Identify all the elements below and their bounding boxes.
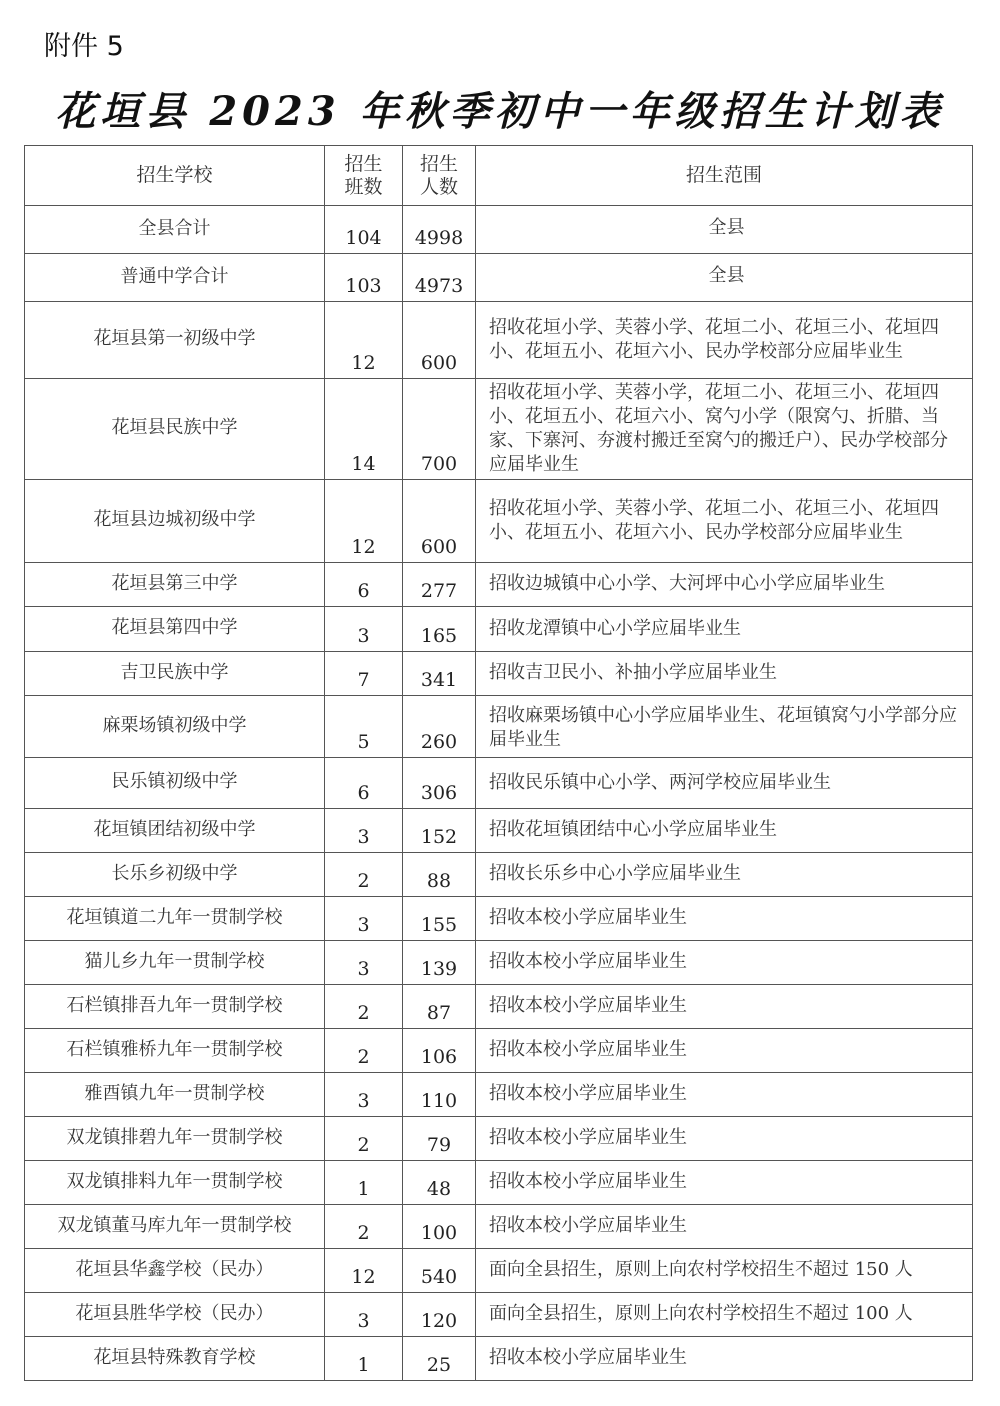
table-row	[25, 696, 973, 758]
header-classes-line1: 招生	[344, 152, 383, 175]
table-row	[25, 379, 973, 480]
table-row	[25, 897, 973, 941]
school-cell: 普通中学合计	[25, 254, 325, 302]
students-cell: 152	[403, 809, 476, 853]
students-cell: 79	[403, 1117, 476, 1161]
school-cell: 雅酉镇九年一贯制学校	[25, 1073, 325, 1117]
classes-cell: 3	[325, 1073, 403, 1117]
scope-cell: 招收吉卫民小、补抽小学应届毕业生	[476, 652, 973, 696]
scope-cell: 招收边城镇中心小学、大河坪中心小学应届毕业生	[476, 563, 973, 607]
students-cell: 600	[403, 480, 476, 563]
classes-cell: 1	[325, 1161, 403, 1205]
students-cell: 306	[403, 758, 476, 809]
classes-cell: 3	[325, 809, 403, 853]
enrollment-table	[24, 145, 973, 1381]
header-classes-line2: 班数	[344, 175, 383, 198]
classes-cell: 3	[325, 897, 403, 941]
school-cell: 麻栗场镇初级中学	[25, 696, 325, 758]
school-cell: 石栏镇排吾九年一贯制学校	[25, 985, 325, 1029]
page-title: 花垣县 2023 年秋季初中一年级招生计划表	[55, 88, 945, 135]
students-cell: 341	[403, 652, 476, 696]
table-row	[25, 1293, 973, 1337]
school-cell: 花垣镇团结初级中学	[25, 809, 325, 853]
classes-cell: 103	[325, 254, 403, 302]
school-cell: 双龙镇排碧九年一贯制学校	[25, 1117, 325, 1161]
scope-cell: 全县	[476, 254, 973, 302]
students-cell: 120	[403, 1293, 476, 1337]
students-cell: 110	[403, 1073, 476, 1117]
table-row	[25, 607, 973, 652]
scope-cell: 招收长乐乡中心小学应届毕业生	[476, 853, 973, 897]
classes-cell: 6	[325, 758, 403, 809]
scope-cell: 全县	[476, 206, 973, 254]
school-cell: 花垣县第四中学	[25, 607, 325, 652]
students-cell: 4998	[403, 206, 476, 254]
header-classes	[325, 146, 403, 206]
table-row	[25, 1249, 973, 1293]
classes-cell: 2	[325, 985, 403, 1029]
scope-cell: 招收花垣小学、芙蓉小学、花垣二小、花垣三小、花垣四小、花垣五小、花垣六小、民办学校部分应届毕业生	[476, 480, 973, 563]
classes-cell: 14	[325, 379, 403, 480]
scope-cell: 招收民乐镇中心小学、两河学校应届毕业生	[476, 758, 973, 809]
school-cell: 双龙镇排料九年一贯制学校	[25, 1161, 325, 1205]
table-row	[25, 1337, 973, 1381]
classes-cell: 2	[325, 1205, 403, 1249]
students-cell: 106	[403, 1029, 476, 1073]
classes-cell: 3	[325, 1293, 403, 1337]
table-row	[25, 254, 973, 302]
school-cell: 花垣镇道二九年一贯制学校	[25, 897, 325, 941]
school-cell: 花垣县第三中学	[25, 563, 325, 607]
students-cell: 165	[403, 607, 476, 652]
attachment-label: 附件 5	[44, 31, 124, 62]
classes-cell: 12	[325, 1249, 403, 1293]
table-row	[25, 758, 973, 809]
school-cell: 花垣县胜华学校（民办）	[25, 1293, 325, 1337]
students-cell: 48	[403, 1161, 476, 1205]
classes-cell: 12	[325, 302, 403, 379]
classes-cell: 7	[325, 652, 403, 696]
scope-cell: 招收龙潭镇中心小学应届毕业生	[476, 607, 973, 652]
table-row	[25, 302, 973, 379]
classes-cell: 5	[325, 696, 403, 758]
school-cell: 猫儿乡九年一贯制学校	[25, 941, 325, 985]
header-students-line2: 人数	[419, 175, 458, 198]
scope-cell: 招收本校小学应届毕业生	[476, 1205, 973, 1249]
table-header-row	[25, 146, 973, 206]
school-cell: 石栏镇雅桥九年一贯制学校	[25, 1029, 325, 1073]
school-cell: 花垣县边城初级中学	[25, 480, 325, 563]
scope-cell: 招收本校小学应届毕业生	[476, 1117, 973, 1161]
table-row	[25, 985, 973, 1029]
classes-cell: 2	[325, 853, 403, 897]
scope-cell: 招收本校小学应届毕业生	[476, 1337, 973, 1381]
table-row	[25, 563, 973, 607]
header-scope: 招生范围	[476, 146, 973, 206]
students-cell: 540	[403, 1249, 476, 1293]
students-cell: 87	[403, 985, 476, 1029]
scope-cell: 招收本校小学应届毕业生	[476, 1029, 973, 1073]
table-row	[25, 1029, 973, 1073]
table-row	[25, 853, 973, 897]
table-row	[25, 1161, 973, 1205]
table-row	[25, 206, 973, 254]
school-cell: 双龙镇董马库九年一贯制学校	[25, 1205, 325, 1249]
students-cell: 88	[403, 853, 476, 897]
school-cell: 花垣县特殊教育学校	[25, 1337, 325, 1381]
scope-cell: 招收花垣小学、芙蓉小学，花垣二小、花垣三小、花垣四小、花垣五小、花垣六小、窝勺小学（限窝勺、折腊、当家、下寨河、夯渡村搬迁至窝勺的搬迁户）、民办学校部分应届毕业生	[476, 379, 973, 480]
school-cell: 全县合计	[25, 206, 325, 254]
table-row	[25, 652, 973, 696]
students-cell: 4973	[403, 254, 476, 302]
classes-cell: 2	[325, 1029, 403, 1073]
classes-cell: 3	[325, 607, 403, 652]
table-row	[25, 1073, 973, 1117]
students-cell: 277	[403, 563, 476, 607]
table-row	[25, 941, 973, 985]
classes-cell: 2	[325, 1117, 403, 1161]
classes-cell: 12	[325, 480, 403, 563]
scope-cell: 招收花垣小学、芙蓉小学、花垣二小、花垣三小、花垣四小、花垣五小、花垣六小、民办学校部分应届毕业生	[476, 302, 973, 379]
school-cell: 花垣县第一初级中学	[25, 302, 325, 379]
scope-cell: 招收麻栗场镇中心小学应届毕业生、花垣镇窝勺小学部分应届毕业生	[476, 696, 973, 758]
table-row	[25, 1205, 973, 1249]
classes-cell: 1	[325, 1337, 403, 1381]
school-cell: 花垣县民族中学	[25, 379, 325, 480]
scope-cell: 招收花垣镇团结中心小学应届毕业生	[476, 809, 973, 853]
scope-cell: 招收本校小学应届毕业生	[476, 897, 973, 941]
scope-cell: 招收本校小学应届毕业生	[476, 1073, 973, 1117]
classes-cell: 104	[325, 206, 403, 254]
students-cell: 155	[403, 897, 476, 941]
school-cell: 民乐镇初级中学	[25, 758, 325, 809]
scope-cell: 面向全县招生，原则上向农村学校招生不超过 100 人	[476, 1293, 973, 1337]
students-cell: 600	[403, 302, 476, 379]
header-students-line1: 招生	[419, 152, 458, 175]
school-cell: 花垣县华鑫学校（民办）	[25, 1249, 325, 1293]
scope-cell: 招收本校小学应届毕业生	[476, 941, 973, 985]
scope-cell: 招收本校小学应届毕业生	[476, 985, 973, 1029]
students-cell: 260	[403, 696, 476, 758]
students-cell: 139	[403, 941, 476, 985]
header-school: 招生学校	[25, 146, 325, 206]
school-cell: 长乐乡初级中学	[25, 853, 325, 897]
scope-cell: 面向全县招生，原则上向农村学校招生不超过 150 人	[476, 1249, 973, 1293]
table-row	[25, 809, 973, 853]
students-cell: 25	[403, 1337, 476, 1381]
table-row	[25, 480, 973, 563]
classes-cell: 3	[325, 941, 403, 985]
scope-cell: 招收本校小学应届毕业生	[476, 1161, 973, 1205]
table-body	[25, 206, 973, 1381]
classes-cell: 6	[325, 563, 403, 607]
students-cell: 700	[403, 379, 476, 480]
header-students	[403, 146, 476, 206]
table-row	[25, 1117, 973, 1161]
school-cell: 吉卫民族中学	[25, 652, 325, 696]
students-cell: 100	[403, 1205, 476, 1249]
